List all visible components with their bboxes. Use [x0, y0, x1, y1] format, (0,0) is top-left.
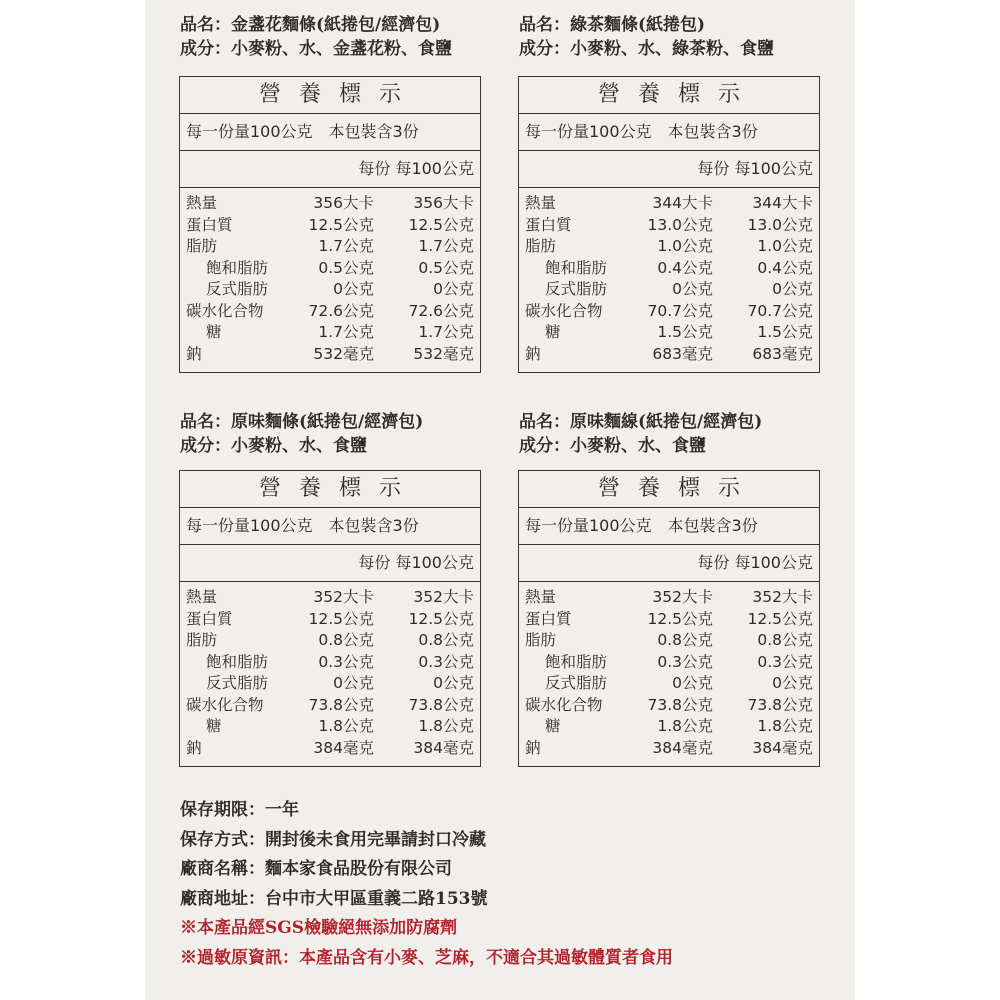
- nutrient-row: [180, 630, 480, 652]
- nutrient-row: [180, 673, 480, 695]
- nutrient-rows: [519, 193, 819, 365]
- nutrient-label: 鈉: [525, 344, 541, 363]
- nutrient-row: [519, 587, 819, 609]
- nutrient-label: 糖: [206, 717, 222, 735]
- nutrient-row: [519, 716, 819, 738]
- nutrient-row: [180, 344, 480, 366]
- per-100g-value: 12.5公克: [408, 609, 474, 628]
- nutrient-label: 反式脂肪: [206, 674, 269, 692]
- per-100g-value: 0.8公克: [418, 631, 474, 649]
- nutrient-row: [180, 279, 480, 301]
- nutrient-label: 反式脂肪: [545, 674, 608, 692]
- per-serving-value: 352大卡: [313, 588, 374, 606]
- product-ingredients: 成分：小麥粉、水、金盞花粉、食鹽: [180, 39, 452, 59]
- column-header-text: 每份 每100公克: [697, 159, 813, 178]
- serving-info: 每一份量100公克 本包裝含3份: [180, 114, 480, 151]
- per-serving-value: 73.8公克: [308, 695, 374, 714]
- nutrient-label: 糖: [545, 323, 561, 341]
- per-serving-value: 384毫克: [313, 738, 374, 757]
- per-serving-value: 0.3公克: [318, 652, 374, 671]
- nutrient-label: 脂肪: [525, 237, 557, 255]
- nutrient-label: 碳水化合物: [186, 301, 264, 320]
- nutrient-label: 鈉: [186, 344, 202, 363]
- per-100g-value: 1.7公克: [418, 323, 474, 341]
- product-name: 品名：原味麵條(紙捲包/經濟包): [180, 412, 424, 432]
- nutrient-label: 反式脂肪: [545, 280, 608, 298]
- per-100g-value: 0公克: [433, 674, 474, 692]
- per-100g-value: 344大卡: [752, 194, 813, 212]
- nutrient-row: [519, 695, 819, 717]
- nutrient-rows: [519, 587, 819, 759]
- nutrient-row: [180, 322, 480, 344]
- nutrient-label: 碳水化合物: [525, 695, 603, 714]
- nutrient-rows: [180, 193, 480, 365]
- nutrient-row: [519, 258, 819, 280]
- nutrient-row: [180, 695, 480, 717]
- nutrient-label: 碳水化合物: [186, 695, 264, 714]
- per-100g-value: 352大卡: [413, 588, 474, 606]
- per-100g-value: 0公克: [433, 280, 474, 298]
- product-block-green-tea: [519, 13, 774, 61]
- per-serving-value: 13.0公克: [647, 215, 713, 234]
- serving-info: 每一份量100公克 本包裝含3份: [519, 508, 819, 545]
- nutrient-label: 蛋白質: [186, 215, 233, 234]
- panel-title: 營養標示: [180, 471, 480, 508]
- nutrient-row: [180, 609, 480, 631]
- per-serving-value: 1.7公克: [318, 237, 374, 255]
- manufacturer-address: 廠商地址：台中市大甲區重義二路153號: [180, 888, 488, 909]
- nutrient-label: 熱量: [186, 588, 218, 606]
- nutrient-row: [519, 609, 819, 631]
- per-100g-value: 1.8公克: [757, 717, 813, 735]
- nutrient-label: 糖: [206, 323, 222, 341]
- per-serving-value: 0.8公克: [318, 631, 374, 649]
- nutrient-label: 脂肪: [186, 631, 218, 649]
- per-serving-value: 0公克: [672, 674, 713, 692]
- per-100g-value: 12.5公克: [747, 609, 813, 628]
- per-serving-value: 0.4公克: [657, 258, 713, 277]
- per-100g-value: 0公克: [772, 674, 813, 692]
- per-100g-value: 352大卡: [752, 588, 813, 606]
- per-serving-value: 384毫克: [652, 738, 713, 757]
- nutrient-label: 脂肪: [525, 631, 557, 649]
- per-100g-value: 12.5公克: [408, 215, 474, 234]
- panel-title: 營養標示: [519, 77, 819, 114]
- per-serving-value: 0.8公克: [657, 631, 713, 649]
- per-serving-value: 0公克: [333, 280, 374, 298]
- per-100g-value: 0公克: [772, 280, 813, 298]
- per-100g-value: 0.4公克: [757, 258, 813, 277]
- product-name: 品名：金盞花麵條(紙捲包/經濟包): [180, 15, 441, 35]
- nutrient-row: [519, 215, 819, 237]
- per-100g-value: 1.0公克: [757, 237, 813, 255]
- nutrient-label: 碳水化合物: [525, 301, 603, 320]
- column-header: [180, 151, 480, 188]
- per-100g-value: 356大卡: [413, 194, 474, 212]
- nutrient-row: [180, 587, 480, 609]
- product-info-footer: [180, 796, 673, 973]
- nutrient-row: [180, 716, 480, 738]
- product-block-calendula: [180, 13, 452, 61]
- nutrient-label: 鈉: [525, 738, 541, 757]
- column-header: [519, 545, 819, 582]
- per-serving-value: 12.5公克: [647, 609, 713, 628]
- product-ingredients: 成分：小麥粉、水、食鹽: [180, 436, 367, 456]
- per-serving-value: 12.5公克: [308, 215, 374, 234]
- manufacturer-name: 廠商名稱：麵本家食品股份有限公司: [180, 859, 452, 879]
- nutrient-row: [519, 279, 819, 301]
- per-100g-value: 384毫克: [752, 738, 813, 757]
- per-serving-value: 12.5公克: [308, 609, 374, 628]
- per-serving-value: 0.5公克: [318, 258, 374, 277]
- nutrient-row: [519, 301, 819, 323]
- column-header-text: 每份 每100公克: [697, 553, 813, 572]
- serving-info: 每一份量100公克 本包裝含3份: [519, 114, 819, 151]
- nutrient-label: 飽和脂肪: [206, 652, 269, 671]
- nutrient-label: 飽和脂肪: [206, 258, 269, 277]
- per-100g-value: 0.3公克: [418, 652, 474, 671]
- per-serving-value: 72.6公克: [308, 301, 374, 320]
- nutrition-panel: [518, 76, 820, 373]
- product-name: 品名：綠茶麵條(紙捲包): [519, 15, 706, 35]
- per-100g-value: 0.5公克: [418, 258, 474, 277]
- per-serving-value: 683毫克: [652, 344, 713, 363]
- per-100g-value: 0.8公克: [757, 631, 813, 649]
- per-serving-value: 0公克: [672, 280, 713, 298]
- sgs-notice: ※本產品經SGS檢驗絕無添加防腐劑: [180, 918, 458, 938]
- per-serving-value: 1.0公克: [657, 237, 713, 255]
- nutrient-row: [519, 322, 819, 344]
- nutrient-label: 熱量: [186, 194, 218, 212]
- per-serving-value: 0.3公克: [657, 652, 713, 671]
- nutrient-row: [519, 673, 819, 695]
- allergen-notice: ※過敏原資訊：本產品含有小麥、芝麻，不適合其過敏體質者食用: [180, 947, 673, 968]
- nutrient-row: [519, 652, 819, 674]
- per-100g-value: 384毫克: [413, 738, 474, 757]
- per-serving-value: 1.8公克: [657, 717, 713, 735]
- nutrient-rows: [180, 587, 480, 759]
- column-header: [180, 545, 480, 582]
- nutrient-label: 熱量: [525, 588, 557, 606]
- nutrient-row: [519, 344, 819, 366]
- column-header: [519, 151, 819, 188]
- per-100g-value: 1.7公克: [418, 237, 474, 255]
- per-100g-value: 1.8公克: [418, 717, 474, 735]
- nutrient-row: [519, 630, 819, 652]
- nutrient-label: 飽和脂肪: [545, 652, 608, 671]
- nutrient-row: [180, 215, 480, 237]
- product-ingredients: 成分：小麥粉、水、綠茶粉、食鹽: [519, 39, 774, 59]
- nutrient-row: [180, 258, 480, 280]
- per-100g-value: 70.7公克: [747, 301, 813, 320]
- panel-title: 營養標示: [180, 77, 480, 114]
- per-serving-value: 532毫克: [313, 344, 374, 363]
- nutrient-row: [180, 193, 480, 215]
- per-serving-value: 70.7公克: [647, 301, 713, 320]
- column-header-text: 每份 每100公克: [358, 159, 474, 178]
- nutrient-row: [519, 738, 819, 760]
- per-100g-value: 73.8公克: [408, 695, 474, 714]
- panel-title: 營養標示: [519, 471, 819, 508]
- nutrient-label: 熱量: [525, 194, 557, 212]
- per-serving-value: 0公克: [333, 674, 374, 692]
- per-100g-value: 683毫克: [752, 344, 813, 363]
- nutrient-label: 蛋白質: [186, 609, 233, 628]
- shelf-life: 保存期限：一年: [180, 800, 299, 820]
- product-ingredients: 成分：小麥粉、水、食鹽: [519, 436, 706, 456]
- per-serving-value: 1.8公克: [318, 717, 374, 735]
- nutrient-row: [180, 652, 480, 674]
- per-100g-value: 13.0公克: [747, 215, 813, 234]
- nutrition-panel: [179, 470, 481, 767]
- nutrient-label: 蛋白質: [525, 215, 572, 234]
- nutrient-label: 飽和脂肪: [545, 258, 608, 277]
- product-block-original-vermicelli: [519, 410, 762, 458]
- nutrition-panel: [518, 470, 820, 767]
- per-serving-value: 73.8公克: [647, 695, 713, 714]
- nutrient-row: [519, 193, 819, 215]
- per-100g-value: 532毫克: [413, 344, 474, 363]
- column-header-text: 每份 每100公克: [358, 553, 474, 572]
- nutrient-label: 糖: [545, 717, 561, 735]
- per-serving-value: 356大卡: [313, 194, 374, 212]
- product-name: 品名：原味麵線(紙捲包/經濟包): [519, 412, 763, 432]
- nutrient-row: [180, 738, 480, 760]
- per-100g-value: 1.5公克: [757, 323, 813, 341]
- nutrient-label: 反式脂肪: [206, 280, 269, 298]
- per-100g-value: 73.8公克: [747, 695, 813, 714]
- per-serving-value: 352大卡: [652, 588, 713, 606]
- product-block-original-noodle: [180, 410, 423, 458]
- per-serving-value: 1.5公克: [657, 323, 713, 341]
- nutrient-row: [519, 236, 819, 258]
- storage-method: 保存方式：開封後未食用完畢請封口冷藏: [180, 829, 486, 850]
- per-serving-value: 344大卡: [652, 194, 713, 212]
- nutrient-label: 蛋白質: [525, 609, 572, 628]
- serving-info: 每一份量100公克 本包裝含3份: [180, 508, 480, 545]
- nutrient-row: [180, 301, 480, 323]
- per-100g-value: 0.3公克: [757, 652, 813, 671]
- nutrition-panel: [179, 76, 481, 373]
- nutrient-label: 鈉: [186, 738, 202, 757]
- per-serving-value: 1.7公克: [318, 323, 374, 341]
- per-100g-value: 72.6公克: [408, 301, 474, 320]
- nutrient-label: 脂肪: [186, 237, 218, 255]
- nutrient-row: [180, 236, 480, 258]
